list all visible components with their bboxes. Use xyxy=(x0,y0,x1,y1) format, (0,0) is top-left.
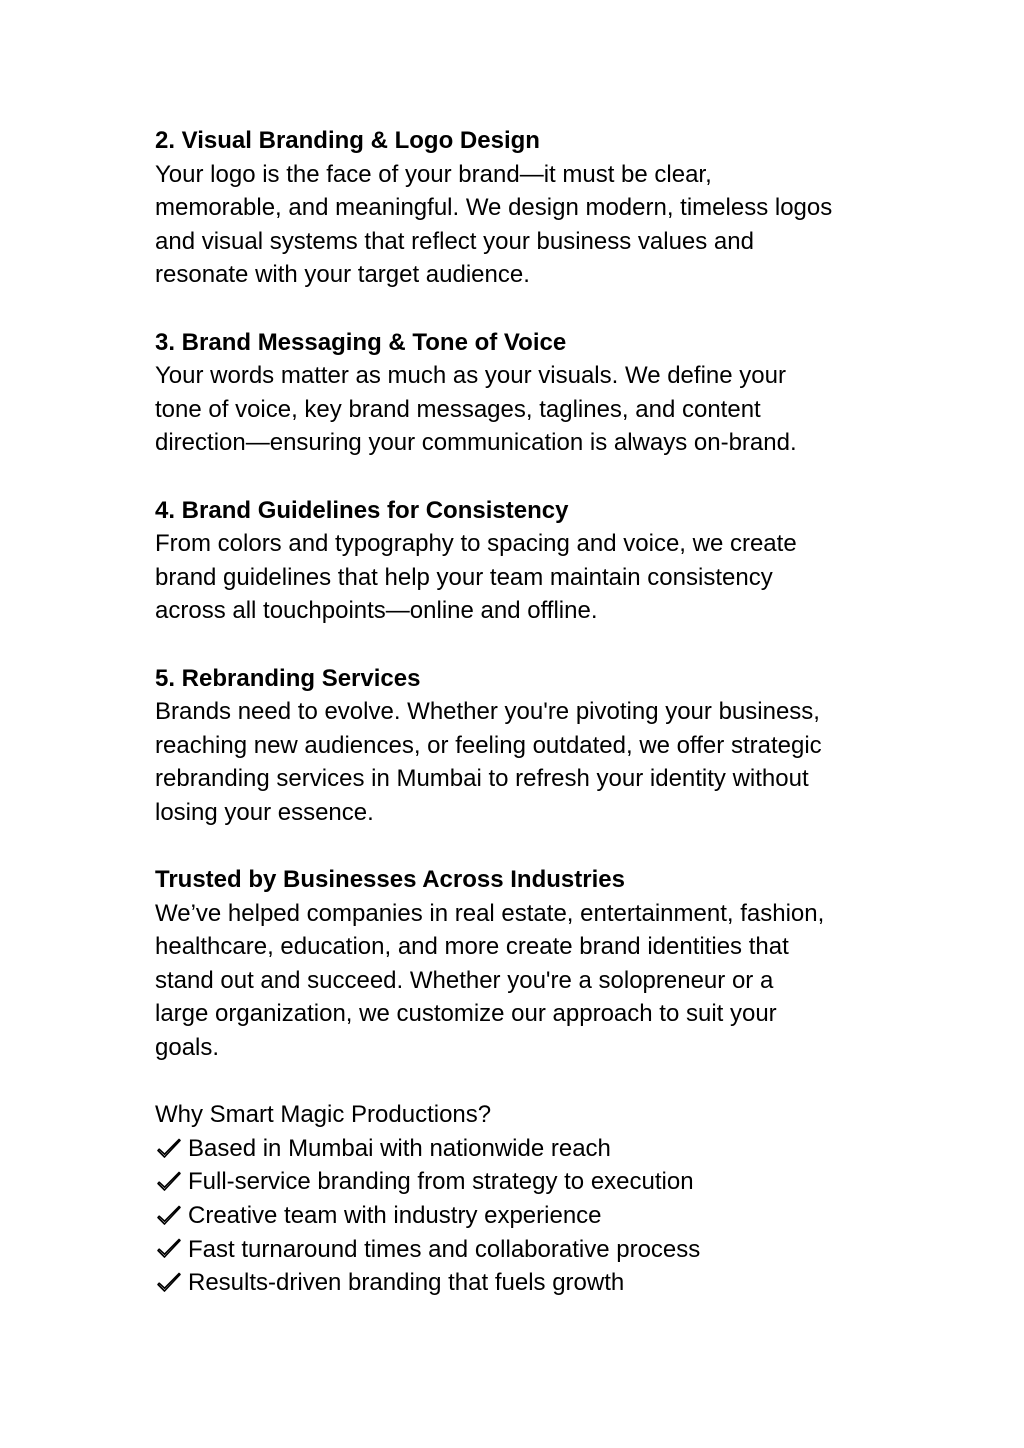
checklist-item-label: Fast turnaround times and collaborative process xyxy=(188,1235,701,1263)
paragraph-line: memorable, and meaningful. We design modern, timeless logos xyxy=(155,194,833,222)
section-paragraph xyxy=(155,897,895,1065)
section-heading: 4. Brand Guidelines for Consistency xyxy=(155,496,569,524)
paragraph-line: large organization, we customize our approach to suit your xyxy=(155,1000,777,1028)
checklist-item xyxy=(155,1266,895,1300)
paragraph-line: From colors and typography to spacing and voice, we create xyxy=(155,530,797,558)
checklist-item-label: Results-driven branding that fuels growth xyxy=(188,1269,625,1297)
paragraph-line: goals. xyxy=(155,1034,220,1062)
section-why-us xyxy=(155,1098,895,1300)
paragraph-line: tone of voice, key brand messages, taglines, and content xyxy=(155,395,761,423)
section-visual-branding xyxy=(155,124,895,292)
checklist-item xyxy=(155,1233,895,1267)
paragraph-line: direction—ensuring your communication is always on-brand. xyxy=(155,429,797,457)
section-heading: Trusted by Businesses Across Industries xyxy=(155,866,625,894)
paragraph-line: stand out and succeed. Whether you're a solopreneur or a xyxy=(155,966,774,994)
section-brand-messaging xyxy=(155,326,895,460)
paragraph-line: reaching new audiences, or feeling outdated, we offer strategic xyxy=(155,731,822,759)
section-heading: 5. Rebranding Services xyxy=(155,664,421,692)
section-rebranding xyxy=(155,662,895,830)
why-title: Why Smart Magic Productions? xyxy=(155,1101,492,1129)
section-heading: 2. Visual Branding & Logo Design xyxy=(155,127,540,154)
paragraph-line: losing your essence. xyxy=(155,798,374,826)
paragraph-line: across all touchpoints—online and offline. xyxy=(155,597,598,625)
paragraph-line: healthcare, education, and more create brand identities that xyxy=(155,933,789,961)
check-mark-icon xyxy=(155,1137,183,1161)
paragraph-line: and visual systems that reflect your business values and xyxy=(155,227,754,255)
check-mark-icon xyxy=(155,1237,183,1261)
checklist-item xyxy=(155,1165,895,1199)
section-heading: 3. Brand Messaging & Tone of Voice xyxy=(155,328,567,356)
check-mark-icon xyxy=(155,1170,183,1194)
check-mark-icon xyxy=(155,1204,183,1228)
checklist xyxy=(155,1132,895,1300)
section-brand-guidelines xyxy=(155,494,895,628)
checklist-item-label: Based in Mumbai with nationwide reach xyxy=(188,1134,611,1162)
check-mark-icon xyxy=(155,1271,183,1295)
paragraph-line: Brands need to evolve. Whether you're pivoting your business, xyxy=(155,698,820,726)
paragraph-line: brand guidelines that help your team maintain consistency xyxy=(155,563,773,591)
document-page xyxy=(155,124,895,1333)
checklist-item-label: Creative team with industry experience xyxy=(188,1202,602,1229)
checklist-item-label: Full-service branding from strategy to execution xyxy=(188,1168,694,1196)
paragraph-line: Your words matter as much as your visuals. We define your xyxy=(155,362,786,390)
checklist-item xyxy=(155,1132,895,1166)
checklist-item xyxy=(155,1199,895,1233)
section-paragraph xyxy=(155,158,895,292)
section-paragraph xyxy=(155,527,895,628)
paragraph-line: rebranding services in Mumbai to refresh your identity without xyxy=(155,765,809,793)
section-trusted-by xyxy=(155,863,895,1065)
section-paragraph xyxy=(155,359,895,460)
section-paragraph xyxy=(155,695,895,829)
paragraph-line: resonate with your target audience. xyxy=(155,261,530,289)
paragraph-line: Your logo is the face of your brand—it must be clear, xyxy=(155,160,712,188)
paragraph-line: We’ve helped companies in real estate, entertainment, fashion, xyxy=(155,899,825,927)
